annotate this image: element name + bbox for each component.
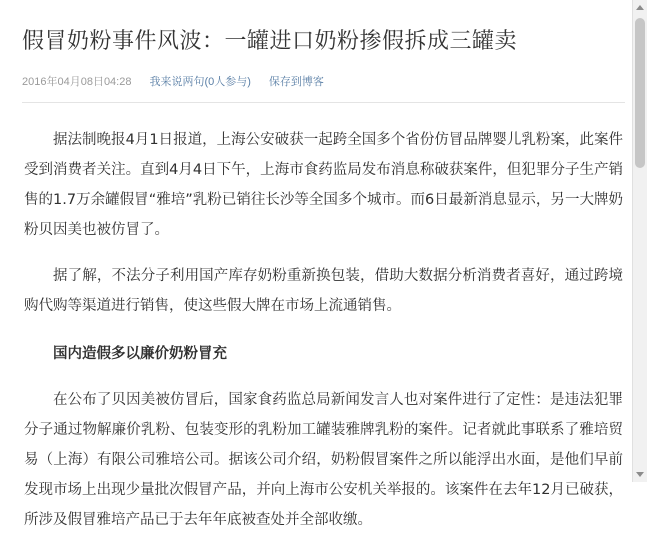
article-meta	[22, 72, 625, 90]
chevron-down-icon	[636, 472, 644, 477]
vertical-scrollbar[interactable]	[632, 0, 647, 482]
header-divider	[22, 102, 625, 103]
scroll-down-button[interactable]	[633, 467, 647, 482]
page-title: 假冒奶粉事件风波：一罐进口奶粉掺假拆成三罐卖	[22, 29, 518, 54]
paragraph-1: 据法制晚报4月1日报道，上海公安破获一起跨全国多个省份仿冒品牌婴儿乳粉案，此案件受到消费者关注。直到4月4日下午，上海市食药监局发布消息称破获案件，但犯罪分子生产销售的1.7万余罐假冒“雅培”乳粉已销往长沙等全国多个城市。而6日最新消息显示，另一大牌奶粉贝因美也被仿冒了。	[24, 132, 623, 238]
save-to-blog-link[interactable]: 保存到博客	[268, 76, 324, 88]
left-margin-rail	[0, 0, 8, 482]
chevron-up-icon	[636, 5, 644, 10]
publish-date: 2016年04月08日04:28	[22, 76, 132, 88]
article-body	[0, 125, 647, 535]
paragraph-3: 在公布了贝因美被仿冒后，国家食药监总局新闻发言人也对案件进行了定性：是违法犯罪分子通过物解廉价乳粉、包装变形的乳粉加工罐装雅牌乳粉的案件。记者就此事联系了雅培贸易（上海）有限公司雅培公司。据该公司介绍，奶粉假冒案件之所以能浮出水面，是他们早前发现市场上出现少量批次假冒产品，并向上海市公安机关举报的。该案件在去年12月已破获，所涉及假冒雅培产品已于去年年底被查处并全部收缴。	[24, 392, 623, 528]
section-subheading: 国内造假多以廉价奶粉冒充	[53, 346, 227, 362]
comment-link[interactable]: 我来说两句(0人参与)	[149, 76, 251, 88]
article-header	[0, 0, 647, 103]
paragraph-2: 据了解，不法分子利用国产库存奶粉重新换包装，借助大数据分析消费者喜好，通过跨境购代购等渠道进行销售，使这些假大牌在市场上流通销售。	[24, 268, 623, 314]
scrollbar-thumb[interactable]	[635, 18, 645, 168]
scroll-up-button[interactable]	[633, 0, 647, 15]
